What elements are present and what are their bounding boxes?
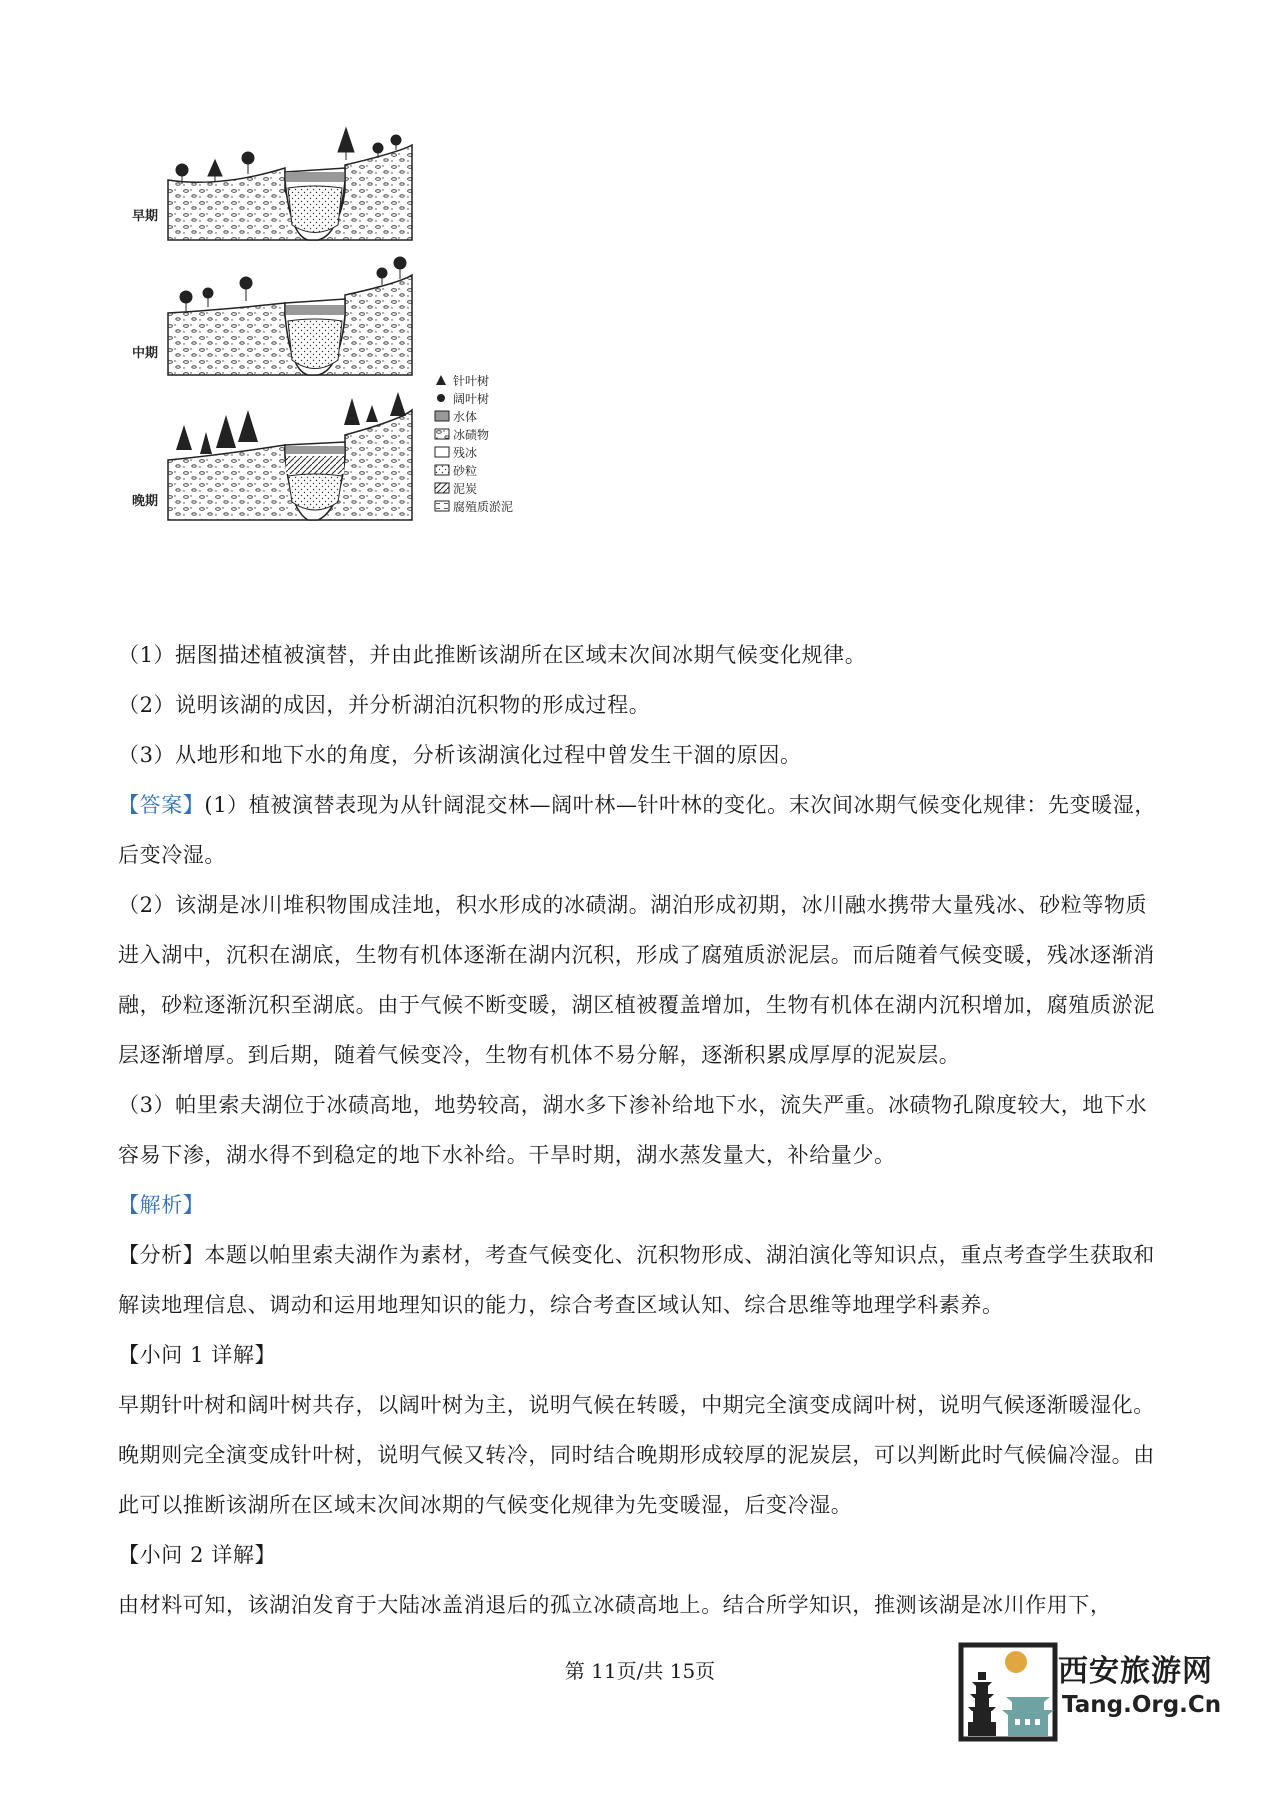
legend-item-residual-ice xyxy=(435,445,477,460)
analysis-summary: 【分析】本题以帕里索夫湖作为素材，考查气候变化、沉积物形成、湖泊演化等知识点，重点考查学生获取和解读地理信息、调动和运用地理知识的能力，综合考查区域认知、综合思维等地理学科素养。 xyxy=(118,1243,1155,1317)
stage-label-middle: 中期 xyxy=(132,346,159,361)
answer-part-1 xyxy=(118,780,1168,880)
answer-part-3: （3）帕里索夫湖位于冰碛高地，地势较高，湖水多下渗补给地下水，流失严重。冰碛物孔隙度较大，地下水容易下渗，湖水得不到稳定的地下水补给。干旱时期，湖水蒸发量大，补给量少。 xyxy=(118,1093,1148,1167)
answer-tag: 【答案】 xyxy=(118,793,205,817)
svg-text:水体: 水体 xyxy=(453,410,478,424)
svg-text:残冰: 残冰 xyxy=(453,446,478,460)
question-1: （1）据图描述植被演替，并由此推断该湖所在区域末次间冰期气候变化规律。 xyxy=(118,643,867,667)
svg-text:砂粒: 砂粒 xyxy=(453,464,478,478)
question-2: （2）说明该湖的成因，并分析湖泊沉积物的形成过程。 xyxy=(118,693,651,717)
analysis-tag: 【解析】 xyxy=(118,1193,205,1217)
logo-title: 西安旅游网 xyxy=(1058,1654,1213,1689)
svg-text:冰碛物: 冰碛物 xyxy=(453,428,490,442)
question-3: （3）从地形和地下水的角度，分析该湖演化过程中曾发生干涸的原因。 xyxy=(118,743,802,767)
stage-middle xyxy=(132,257,412,375)
pagoda-logo-icon xyxy=(958,1642,1058,1742)
legend xyxy=(435,373,513,514)
logo-domain: Tang.Org.Cn xyxy=(1062,1692,1222,1718)
sub-question-1-title: 【小问 1 详解】 xyxy=(118,1343,277,1367)
legend-item-broadleaf xyxy=(437,391,489,406)
sub-question-2-detail: 由材料可知，该湖泊发育于大陆冰盖消退后的孤立冰碛高地上。结合所学知识，推测该湖是冰川作用下， xyxy=(118,1593,1112,1617)
legend-item-conifer xyxy=(436,373,489,388)
legend-item-till xyxy=(435,427,489,442)
page-number: 第 11页/共 15页 xyxy=(564,1659,716,1683)
legend-item-humus-mud xyxy=(435,499,513,514)
lake-evolution-diagram xyxy=(132,140,600,610)
stage-late xyxy=(132,392,412,520)
svg-text:阔叶树: 阔叶树 xyxy=(453,392,490,406)
stage-early xyxy=(132,128,412,240)
legend-item-water xyxy=(435,409,477,424)
answer-part-2: （2）该湖是冰川堆积物围成洼地，积水形成的冰碛湖。湖泊形成初期，冰川融水携带大量残冰、砂粒等物质进入湖中，沉积在湖底，生物有机体逐渐在湖内沉积，形成了腐殖质淤泥层。而后随着气候变暖，残冰逐渐消融，砂粒逐渐沉积至湖底。由于气候不断变暖，湖区植被覆盖增加，生物有机体在湖内沉积增加，腐殖质淤泥层逐渐增厚。到后期，随着气候变冷，生物有机体不易分解，逐渐积累成厚厚的泥炭层。 xyxy=(118,893,1155,1067)
stage-label-late: 晚期 xyxy=(132,494,159,509)
svg-text:腐殖质淤泥: 腐殖质淤泥 xyxy=(453,500,514,514)
sub-question-1-detail: 早期针叶树和阔叶树共存，以阔叶树为主，说明气候在转暖，中期完全演变成阔叶树，说明气候逐渐暖湿化。晚期则完全演变成针叶树，说明气候又转冷，同时结合晚期形成较厚的泥炭层，可以判断此时气候偏冷湿。由此可以推断该湖所在区域末次间冰期的气候变化规律为先变暖湿，后变冷湿。 xyxy=(118,1393,1155,1517)
svg-text:针叶树: 针叶树 xyxy=(453,374,490,388)
sub-question-2-title: 【小问 2 详解】 xyxy=(118,1543,277,1567)
site-logo xyxy=(958,1642,1222,1742)
stage-label-early: 早期 xyxy=(132,209,159,224)
answer-text-1: (1）植被演替表现为从针阔混交林—阔叶林—针叶林的变化。末次间冰期气候变化规律：先变暖湿，后变冷湿。 xyxy=(118,793,1156,867)
legend-item-sand xyxy=(435,463,477,478)
legend-item-peat xyxy=(435,481,477,496)
svg-text:泥炭: 泥炭 xyxy=(453,482,478,496)
